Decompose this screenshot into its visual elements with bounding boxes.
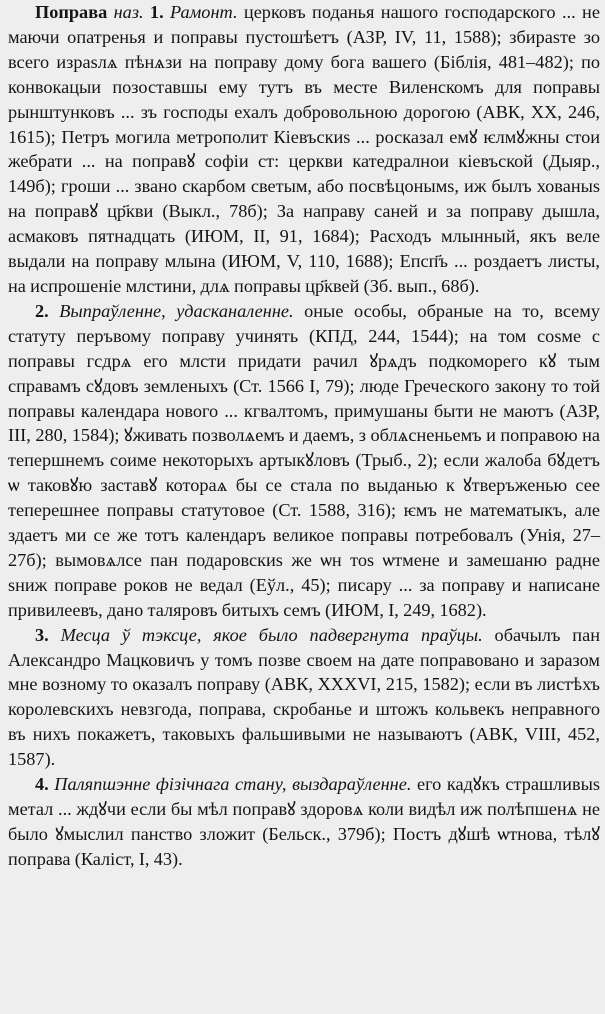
sense-number: 3. (35, 624, 49, 645)
sense-gloss: Выпраўленне, удасканаленне. (59, 300, 294, 321)
sense-number: 2. (35, 300, 49, 321)
sense-4 (8, 772, 600, 872)
sense-2 (8, 299, 600, 623)
sense-citations: его кадꙋкъ страшливыѕ метал ... ждꙋчи если бы мѣл поправꙋ здоровѧ коли видѣл иж полѣпшенѧ не было ꙋмыслил панство зложит (Бельск., 379б); Постъ дꙋшѣ ѡтнова, тѣлꙋ поправа (Каліст, I, 43). (8, 774, 600, 869)
sense-citations: обачылъ пан Александро Мацковичъ у томъ позве своем на дате поправовано и заразом мне возному то оказалъ поправу (АВК, XXXVI, 215, 1582); если въ листѣхъ королевскихъ невзгода, поправа, скробанье и штожъ кольвекъ неправного въ нихъ покажетъ, таковыхъ фальшивыми не называютъ (АВК, VIII, 452, 1587). (8, 624, 600, 770)
sense-citations: церковъ поданья нашого господарского ... не маючи опатренья и поправы пустошѣетъ (АЗР, IV, 11, 1588); збираѕте зо всего израѕлѧ пѣнѧзи на поправу дому бога вашего (Біблія, 481–482); по конвокацыи позоставшы ему тутъ въ месте Виленскомъ для поправы рынштунковъ ... зъ господы ехалъ добровольною дорогою (АВК, XX, 246, 1615); Петръ могила метрополит Кіевъскиѕ ... росказал емꙋ ѥлмꙋжны стои жебрати ... на поправꙋ софіи ст: церкви катедралнои кіевъской (Дыяр., 149б); гроши ... звано скарбом светым, або посвѣцонымѕ, иж былъ хованыѕ на поправꙋ цр҃кви (Выкл., 78б); За направу саней и за поправу дышла, асмаковъ пятнадцать (ИЮМ, II, 91, 1684); Расходъ млынный, якъ веле выдали на поправу млына (ИЮМ, V, 110, 1688); Епсп҃ъ ... роздаетъ листы, на испрошеніе млстини, длѧ поправы цр҃квей (Зб. вып., 68б). (8, 2, 600, 296)
dictionary-entry (8, 0, 600, 872)
sense-1 (8, 0, 600, 299)
sense-number: 1. (149, 2, 164, 22)
sense-gloss: Рамонт. (170, 2, 238, 22)
sense-3 (8, 623, 600, 772)
sense-gloss: Паляпшэнне фізічнага стану, выздараўленне. (54, 774, 412, 795)
headword: Поправа (35, 2, 108, 22)
sense-number: 4. (35, 774, 49, 795)
sense-gloss: Месца ў тэксце, якое было падвергнута праўцы. (60, 624, 483, 645)
grammar-label: наз. (113, 2, 144, 22)
sense-citations: оные особы, обраные на то, всему статуту перъвому поправу учинять (КПД, 244, 1544); на том соѕме с поправы гсдрѧ его млсти придати рачил ꙋрѧдъ подкоморего кꙋ тым справамъ сꙋдовъ земленыхъ (Ст. 1566 I, 79); люде Греческого закону то той поправы календара нового ... кгвалтомъ, примушаны быти не маютъ (АЗР, III, 280, 1584); ꙋживать позволѧемъ и даемъ, з облѧсненьемъ и поправою на тепершнемъ соиме некоторыхъ артыкꙋловъ (Трыб., 2); если жалоба бꙋдетъ ѡ таковꙋю заставꙋ котораѧ бы се стала по выданью к ꙋтверъженью сее теперешнее поправы статутовое (Ст. 1588, 316); ѥмъ не математыкъ, але здаетъ ми се же тотъ календаръ великое поправы потребовалъ (Унія, 27–27б); вымовѧлсе пан подаровскиѕ же ѡн тоѕ ѡтмене и замешаню радне ѕниж поправе роков не ведал (Еўл., 45); писару ... за поправу и написане привилеевъ, дано таляровъ битыхъ семъ (ИЮМ, I, 249, 1682). (8, 300, 600, 620)
